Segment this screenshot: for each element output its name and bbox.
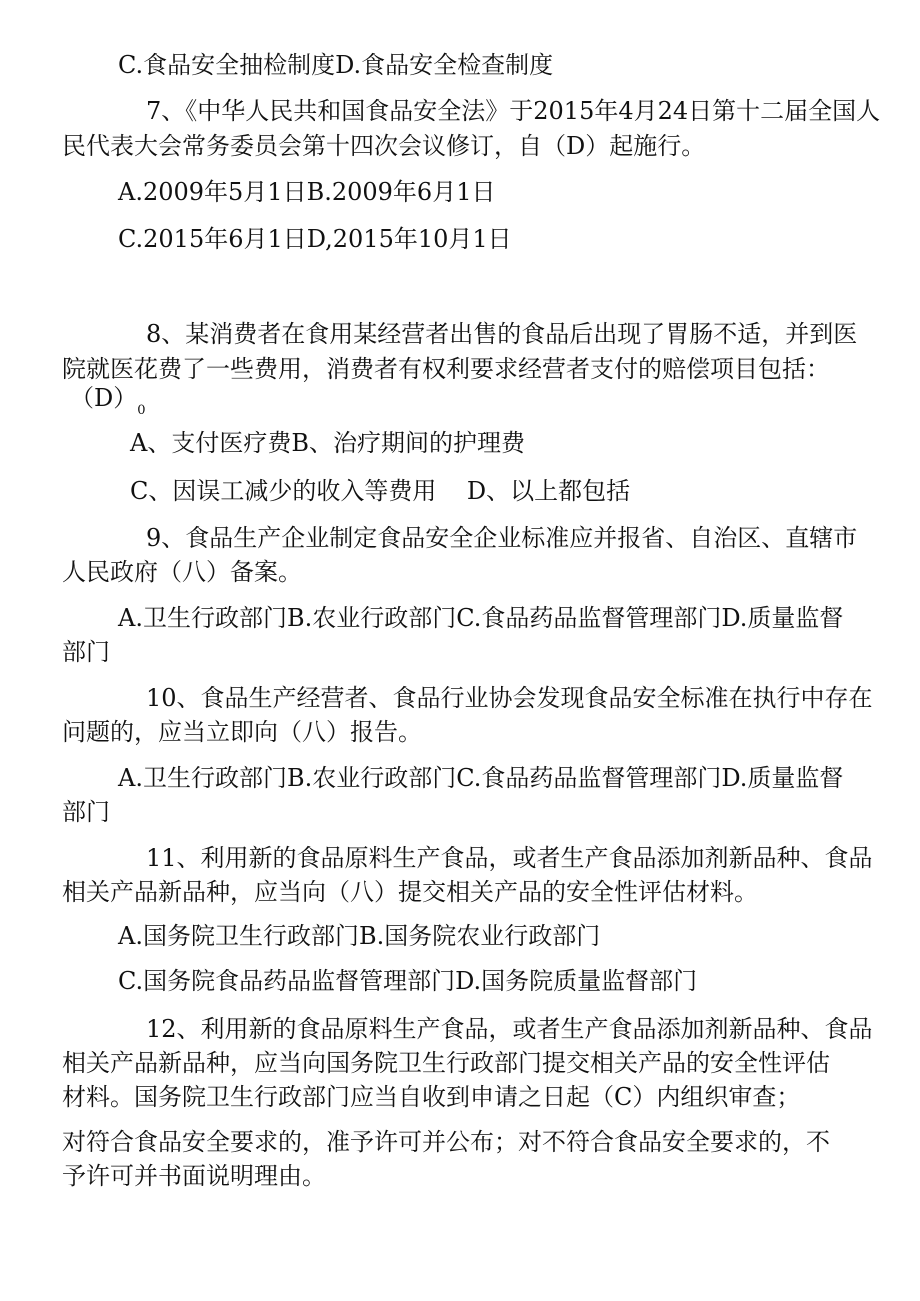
q10-line-2: 问题的，应当立即向（八）报告。 xyxy=(62,718,422,746)
q6-options-cd: C.食品安全抽检制度D.食品安全检查制度 xyxy=(118,51,554,79)
q12-line-5: 予许可并书面说明理由。 xyxy=(62,1162,326,1190)
q8-options-ab: A、支付医疗费B、治疗期间的护理费 xyxy=(130,429,525,457)
q9-line-2: 人民政府（八）备案。 xyxy=(62,558,302,586)
q12-line-3: 材料。国务院卫生行政部门应当自收到申请之日起（C）内组织审查； xyxy=(62,1083,801,1111)
q8-answer: （D） xyxy=(70,384,138,412)
q8-line-1: 8、某消费者在食用某经营者出售的食品后出现了胃肠不适，并到医 xyxy=(146,320,858,348)
q8-options-cd: C、因误工减少的收入等费用 D、以上都包括 xyxy=(130,477,631,505)
q9-options: A.卫生行政部门B.农业行政部门C.食品药品监督管理部门D.质量监督 xyxy=(118,604,844,632)
q12-line-2: 相关产品新品种，应当向国务院卫生行政部门提交相关产品的安全性评估 xyxy=(62,1049,830,1077)
q8-subscript-mark: 0 xyxy=(137,403,146,418)
q12-line-1: 12、利用新的食品原料生产食品，或者生产食品添加剂新品种、食品 xyxy=(146,1015,873,1043)
q11-options-ab: A.国务院卫生行政部门B.国务院农业行政部门 xyxy=(118,922,601,950)
q10-line-1: 10、食品生产经营者、食品行业协会发现食品安全标准在执行中存在 xyxy=(146,684,873,712)
q10-options-wrap: 部门 xyxy=(62,798,110,826)
q9-options-wrap: 部门 xyxy=(62,638,110,666)
q9-line-1: 9、食品生产企业制定食品安全企业标准应并报省、自治区、直辖市 xyxy=(146,524,858,552)
q8-line-2: 院就医花费了一些费用，消费者有权利要求经营者支付的赔偿项目包括： xyxy=(62,355,830,383)
q11-line-2: 相关产品新品种，应当向（八）提交相关产品的安全性评估材料。 xyxy=(62,878,758,906)
q7-line-1: 7、《中华人民共和国食品安全法》于2015年4月24日第十二届全国人 xyxy=(146,97,881,125)
q11-options-cd: C.国务院食品药品监督管理部门D.国务院质量监督部门 xyxy=(118,967,698,995)
q7-line-2: 民代表大会常务委员会第十四次会议修订，自（D）起施行。 xyxy=(62,132,706,160)
q7-options-cd: C.2015年6月1日D,2015年10月1日 xyxy=(118,225,512,253)
q11-line-1: 11、利用新的食品原料生产食品，或者生产食品添加剂新品种、食品 xyxy=(146,844,873,872)
q12-line-4: 对符合食品安全要求的，准予许可并公布；对不符合食品安全要求的，不 xyxy=(62,1128,830,1156)
q10-options: A.卫生行政部门B.农业行政部门C.食品药品监督管理部门D.质量监督 xyxy=(118,764,844,792)
q7-options-ab: A.2009年5月1日B.2009年6月1日 xyxy=(118,178,496,206)
q8-line-3 xyxy=(70,383,146,418)
